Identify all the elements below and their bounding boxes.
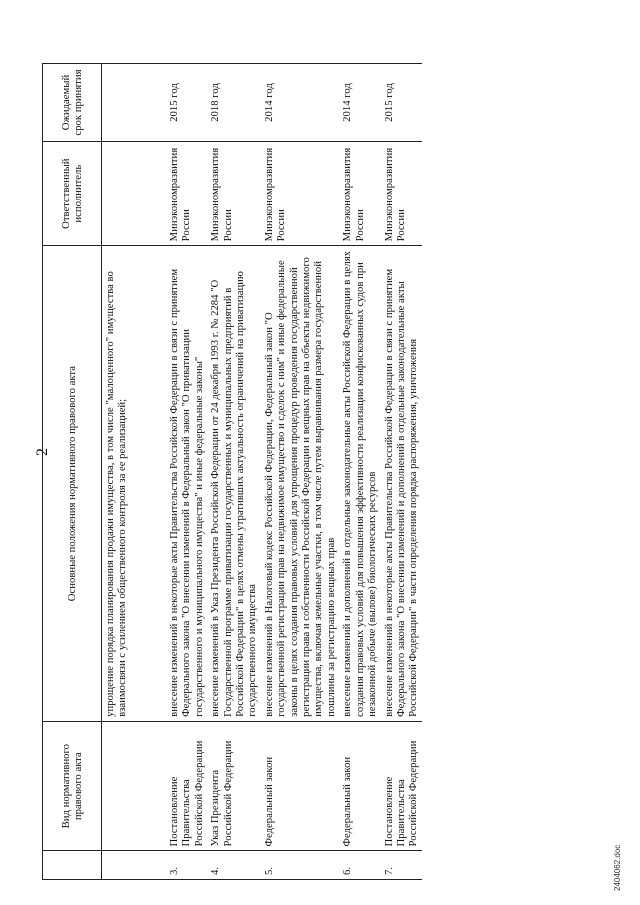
row-kind: Федеральный закон — [339, 721, 380, 851]
row-main-provisions: внесение изменений в некоторые акты Правительства Российской Федерации в связи с принятием Федерального закона "О внесении изменений в Федеральный закон "О приватизации государственного и муниципального имущества" и иные федеральные законы" — [162, 246, 207, 722]
table-row — [261, 64, 339, 880]
header-main-provisions: Основные положения нормативного правового акта — [43, 246, 102, 722]
cell-executor — [102, 142, 163, 246]
row-number: 4. — [207, 851, 261, 880]
table-row-continuation — [102, 64, 163, 880]
row-kind: Указ Президента Российской Федерации — [207, 721, 261, 851]
cell-term — [102, 64, 163, 142]
header-term: Ожидаемый срок принятия — [43, 64, 102, 142]
row-number: 6. — [339, 851, 380, 880]
row-executor: Минэкономразвития России — [339, 142, 380, 246]
table-row — [339, 64, 380, 880]
table-row — [162, 64, 207, 880]
row-main-provisions: внесение изменений в Налоговый кодекс Российской Федерации, Федеральный закон "О государственной регистрации прав на недвижимое имущество и сделок с ним" и иные федеральные законы в целях создания правовых условий для упрощения процедур проведения государственной регистрации права и собственности Российской Федерации и вещных прав на объекты недвижимого имущества, включая земельные участки, в том числе путем выравнивания размера государственной пошлины за регистрацию вещных прав — [261, 246, 339, 722]
table-header-row — [43, 64, 102, 880]
row-number: 3. — [162, 851, 207, 880]
row-executor: Минэкономразвития России — [162, 142, 207, 246]
header-act-kind: Вид нормативного правового акта — [43, 721, 102, 851]
row-term: 2018 год — [207, 64, 261, 142]
header-number — [43, 851, 102, 880]
row-executor: Минэкономразвития России — [261, 142, 339, 246]
row-term: 2015 год — [162, 64, 207, 142]
row-kind: Постановление Правительства Российской Федерации — [381, 721, 422, 851]
cell-number — [102, 851, 163, 880]
cell-kind — [102, 721, 163, 851]
row-main-provisions: внесение изменений в Указ Президента Российской Федерации от 24 декабря 1993 г. № 2284 "О Государственной программе приватизации государственных и муниципальных предприятий в Российской Федерации" в целях отмены утративших актуальность ограничений на приватизацию государственного имущества — [207, 246, 261, 722]
header-executor: Ответственный исполнитель — [43, 142, 102, 246]
cell-continuation-text: упрощение порядка планирования продажи имущества, в том числе "малоценного" имущества во взаимосвязи с усилением общественного контроля за ее реализацией; — [102, 246, 163, 722]
row-number: 7. — [381, 851, 422, 880]
row-executor: Минэкономразвития России — [381, 142, 422, 246]
row-main-provisions: внесение изменений и дополнений в отдельные законодательные акты Российской Федерации в целях создания правовых условий для повышения эффективности реализации конфискованных судов при незаконной добыче (вылове) биологических ресурсов — [339, 246, 380, 722]
row-kind: Федеральный закон — [261, 721, 339, 851]
footer-file-code: 2404062.doc — [613, 844, 622, 891]
row-term: 2014 год — [261, 64, 339, 142]
row-term: 2014 год — [339, 64, 380, 142]
page-number: 2 — [34, 448, 51, 456]
row-term: 2015 год — [381, 64, 422, 142]
row-kind: Постановление Правительства Российской Федерации — [162, 721, 207, 851]
row-number: 5. — [261, 851, 339, 880]
row-main-provisions: внесение изменений в некоторые акты Правительства Российской Федерации в связи с принятием Федерального закона "О внесении изменений и дополнений в отдельные законодательные акты Российской Федерации" в части определения порядка распоряжения, уничтожения — [381, 246, 422, 722]
table-row — [207, 64, 261, 880]
table-row — [381, 64, 422, 880]
row-executor: Минэкономразвития России — [207, 142, 261, 246]
legislation-table — [42, 63, 422, 880]
